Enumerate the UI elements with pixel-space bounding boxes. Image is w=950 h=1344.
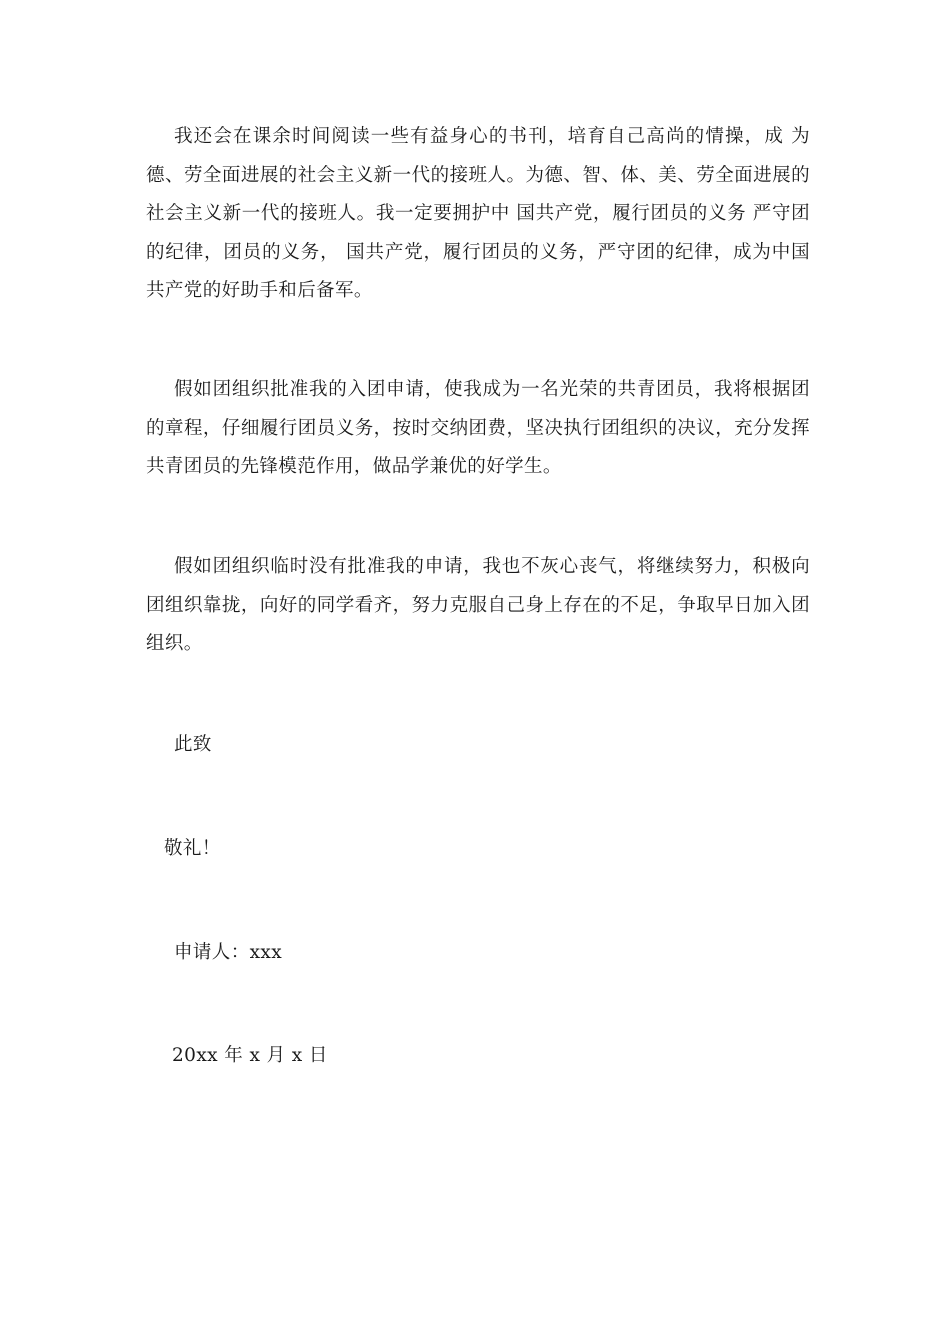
body-paragraph-3: 假如团组织临时没有批准我的申请，我也不灰心丧气，将继续努力，积极向团组织靠拢，向好的同学看齐，努力克服自己身上存在的不足，争取早日加入团组织。 <box>146 556 810 654</box>
body-paragraph-1: 我还会在课余时间阅读一些有益身心的书刊，培育自己高尚的情操，成 为德、劳全面进展的社会主义新一代的接班人。为德、智、体、美、劳全面进展的社会主义新一代的接班人。我一定要拥护中 国共产党，履行团员的义务 严守团的纪律，团员的义务， 国共产党，履行团员的义务，严守团的纪律，成为中国共产党的好助手和后备军。 <box>146 126 810 301</box>
letter-date: 20xx 年 x 月 x 日 <box>172 1045 328 1066</box>
salutation: 敬礼！ <box>164 838 221 859</box>
applicant-signature: 申请人：xxx <box>174 942 283 963</box>
body-paragraph-2: 假如团组织批准我的入团申请，使我成为一名光荣的共青团员，我将根据团的章程，仔细履行团员义务，按时交纳团费，坚决执行团组织的决议，充分发挥共青团员的先锋模范作用，做品学兼优的好学生。 <box>146 379 810 477</box>
closing-phrase: 此致 <box>174 734 212 755</box>
